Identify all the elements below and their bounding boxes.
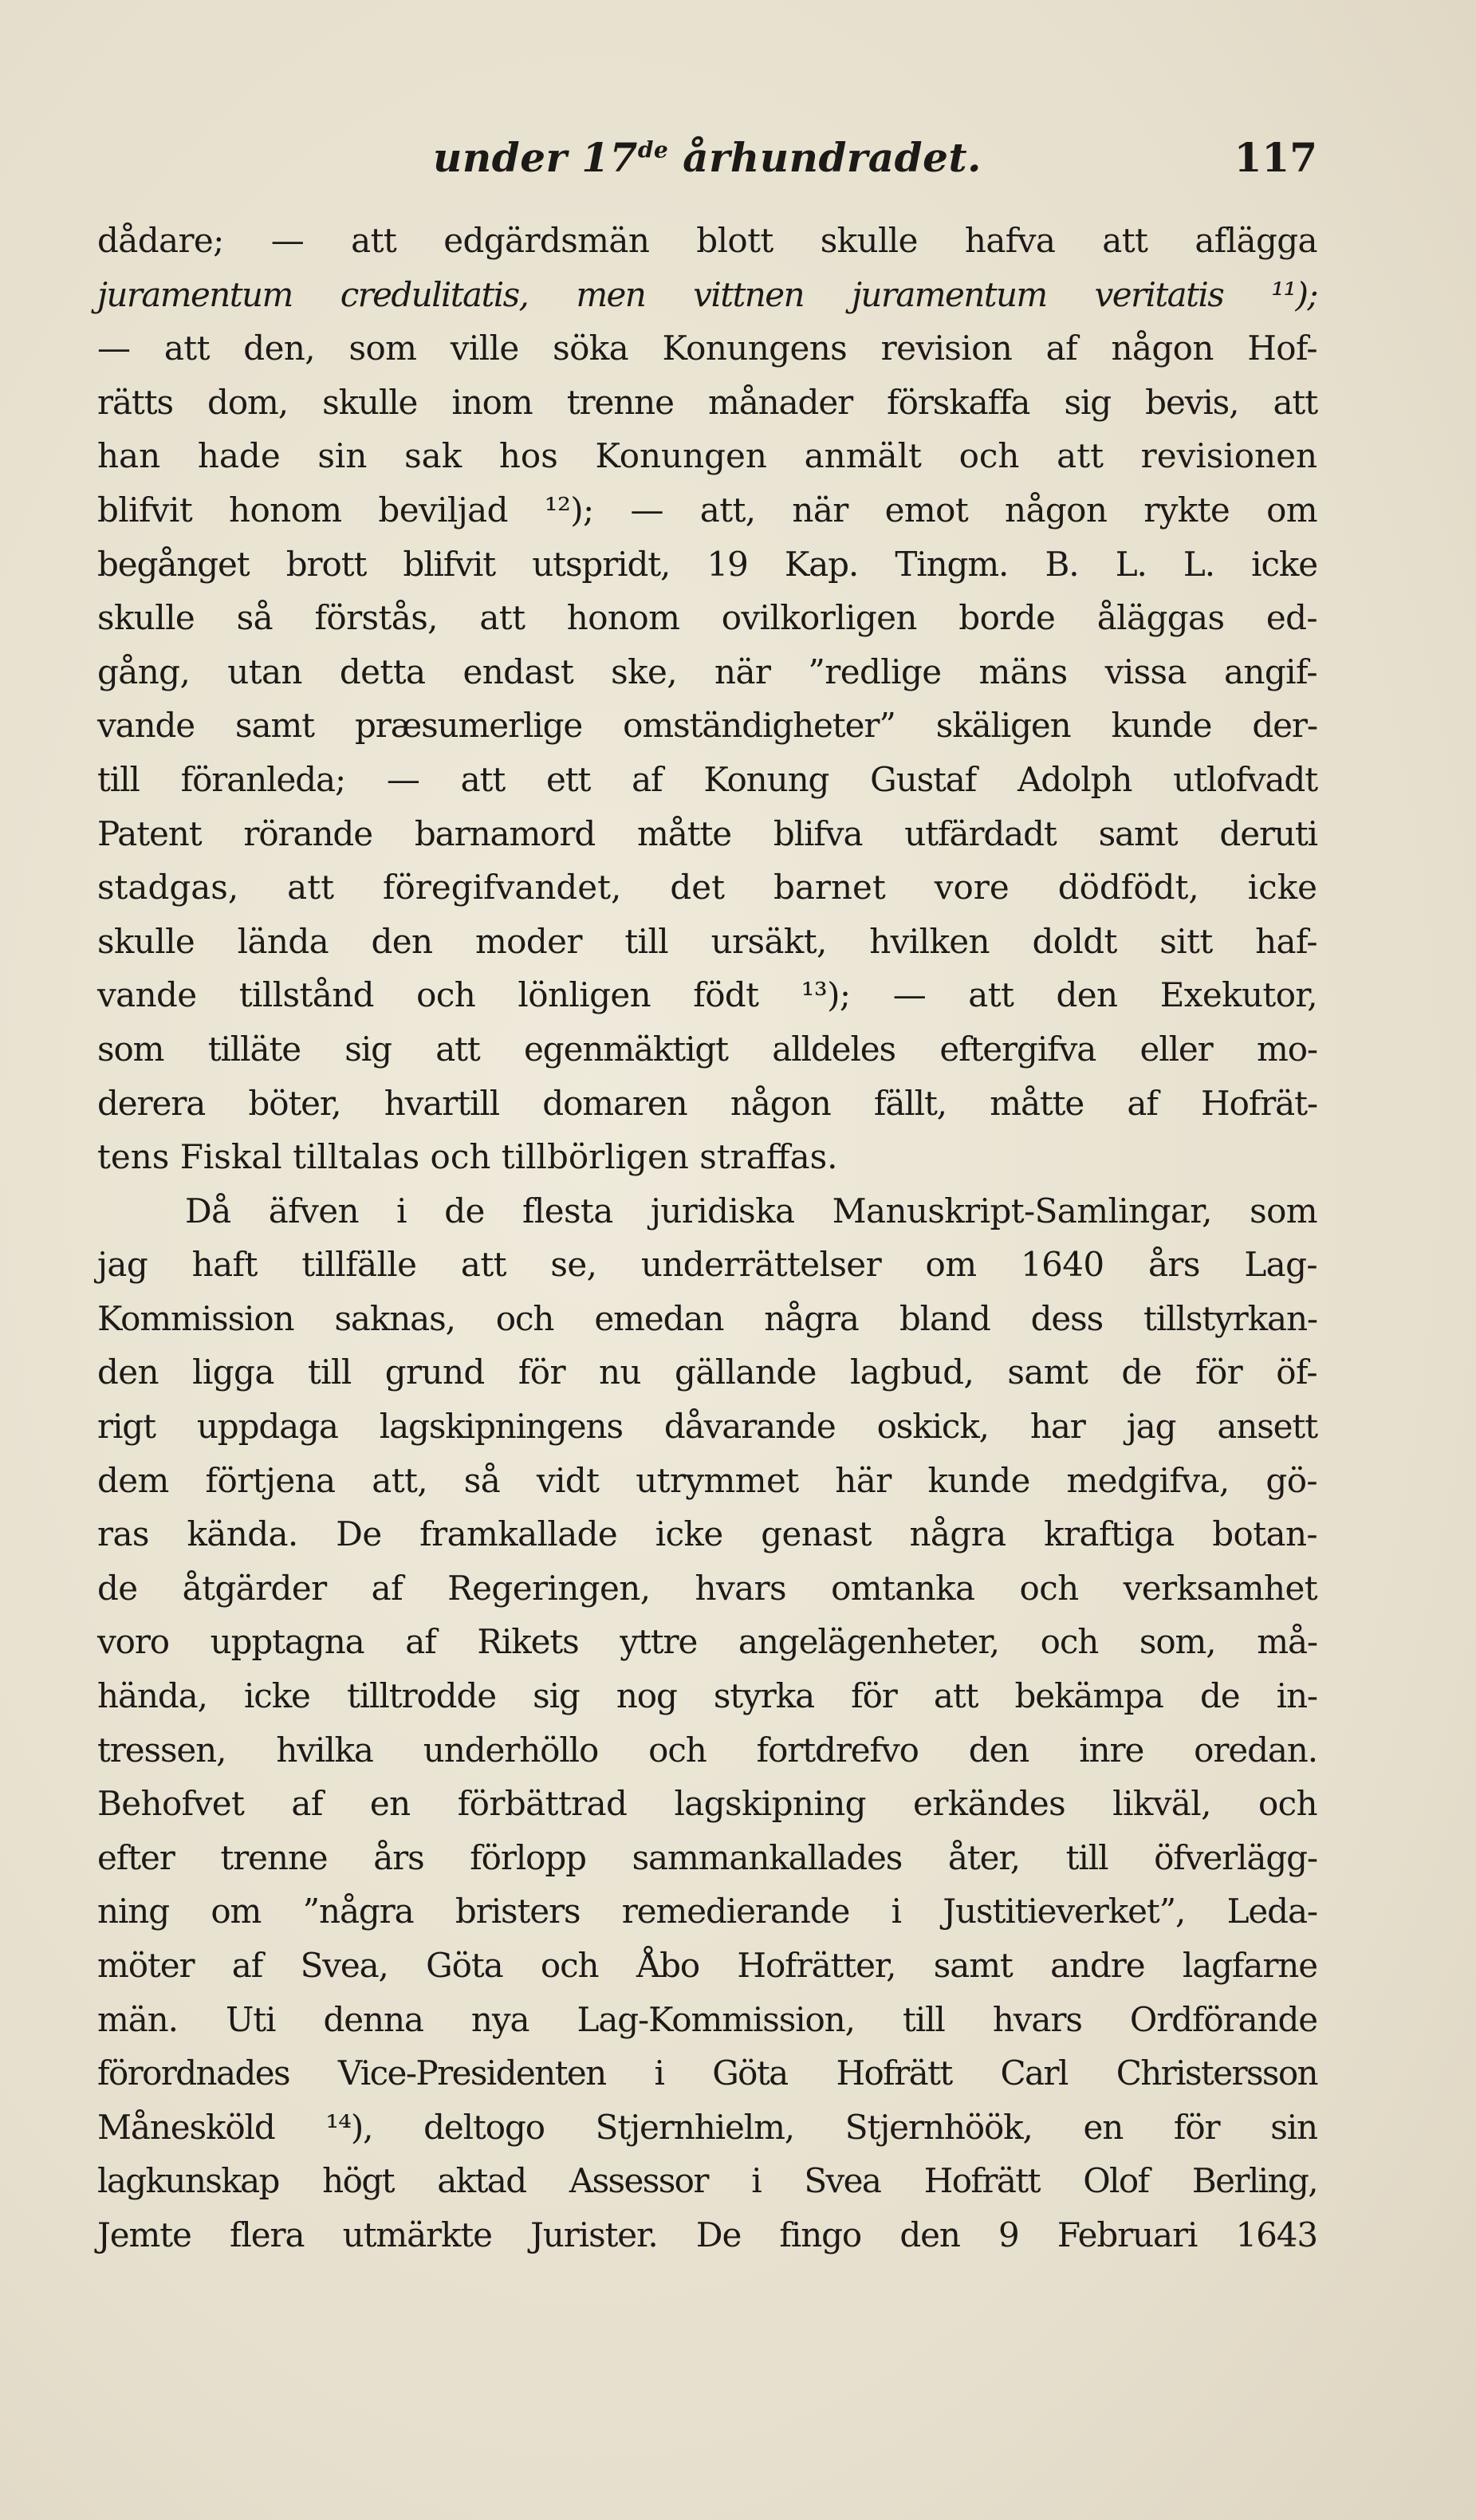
text-line: ning om ”några bristers remedierande i Justitieverket”, Leda- [97,1892,1317,1931]
text-line: förordnades Vice-Presidenten i Göta Hofrätt Carl Christersson [97,2053,1317,2093]
text-line: Patent rörande barnamord måtte blifva utfärdadt samt deruti [97,813,1317,853]
running-head-post: århundradet. [668,134,982,181]
text-line: han hade sin sak hos Konungen anmält och att revisionen [97,436,1317,476]
text-line: skulle lända den moder till ursäkt, hvilken doldt sitt haf- [97,921,1317,961]
running-head-pre: under 17 [433,134,638,181]
text-line: stadgas, att föregifvandet, det barnet vore dödfödt, icke [97,868,1317,908]
running-head-sup: de [637,136,669,163]
text-line: lagkunskap högt aktad Assessor i Svea Hofrätt Olof Berling, [97,2161,1317,2201]
text-line: Jemte flera utmärkte Jurister. De fingo den 9 Februari 1643 [97,2215,1317,2254]
text-line: hända, icke tilltrodde sig nog styrka för att bekämpa de in- [97,1676,1317,1716]
text-line: rätts dom, skulle inom trenne månader förskaffa sig bevis, att [97,382,1317,422]
text-line: till föranleda; — att ett af Konung Gustaf Adolph utlofvadt [97,759,1317,799]
text-line: Kommission saknas, och emedan några bland dess tillstyrkan- [97,1298,1317,1338]
text-line: blifvit honom beviljad ¹²); — att, när emot någon rykte om [97,490,1317,530]
text-line: möter af Svea, Göta och Åbo Hofrätter, samt andre lagfarne [97,1946,1317,1985]
text-line: den ligga till grund för nu gällande lagbud, samt de för öf- [97,1353,1317,1392]
text-line: efter trenne års förlopp sammankallades åter, till öfverlägg- [97,1837,1317,1877]
text-line: rigt uppdaga lagskipningens dåvarande oskick, har jag ansett [97,1407,1317,1447]
text-line: jag haft tillfälle att se, underrättelser om 1640 års Lag- [97,1245,1317,1285]
text-line: tens Fiskal tilltalas och tillbörligen straffas. [97,1137,838,1177]
text-line: vande samt præsumerlige omständigheter” skäligen kunde der- [97,706,1317,746]
text-line: dådare; — att edgärdsmän blott skulle hafva att aflägga [97,221,1317,260]
text-line: Behofvet af en förbättrad lagskipning erkändes likväl, och [97,1784,1317,1824]
text-line: vande tillstånd och lönligen födt ¹³); — att den Exekutor, [97,975,1317,1015]
text-line: skulle så förstås, att honom ovilkorligen borde åläggas ed- [97,598,1317,638]
text-line: Då äfven i de flesta juridiska Manuskript-Samlingar, som [185,1191,1317,1230]
text-line: ras kända. De framkallade icke genast några kraftiga botan- [97,1514,1317,1554]
text-line: som tilläte sig att egenmäktigt alldeles eftergifva eller mo- [97,1029,1317,1069]
text-line: dem förtjena att, så vidt utrymmet här kunde medgifva, gö- [97,1460,1317,1500]
text-line: voro upptagna af Rikets yttre angelägenheter, och som, må- [97,1622,1317,1662]
body-text [97,214,1317,2262]
text-line: män. Uti denna nya Lag-Kommission, till hvars Ordförande [97,1999,1317,2039]
text-line: gång, utan detta endast ske, när ”redlige mäns vissa angif- [97,652,1317,691]
text-line: derera böter, hvartill domaren någon fällt, måtte af Hofrät- [97,1083,1317,1123]
running-head [97,134,1317,181]
page-header [97,134,1317,190]
text-line: Månesköld ¹⁴), deltogo Stjernhielm, Stjernhöök, en för sin [97,2107,1317,2147]
text-line: begånget brott blifvit utspridt, 19 Kap. Tingm. B. L. L. icke [97,544,1317,584]
text-line: tressen, hvilka underhöllo och fortdrefvo den inre oredan. [97,1730,1317,1770]
page-number: 117 [1234,134,1317,181]
text-line: — att den, som ville söka Konungens revision af någon Hof- [97,329,1317,368]
text-line: de åtgärder af Regeringen, hvars omtanka och verksamhet [97,1568,1317,1608]
text-line: juramentum credulitatis, men vittnen juramentum veritatis ¹¹); [97,274,1317,314]
